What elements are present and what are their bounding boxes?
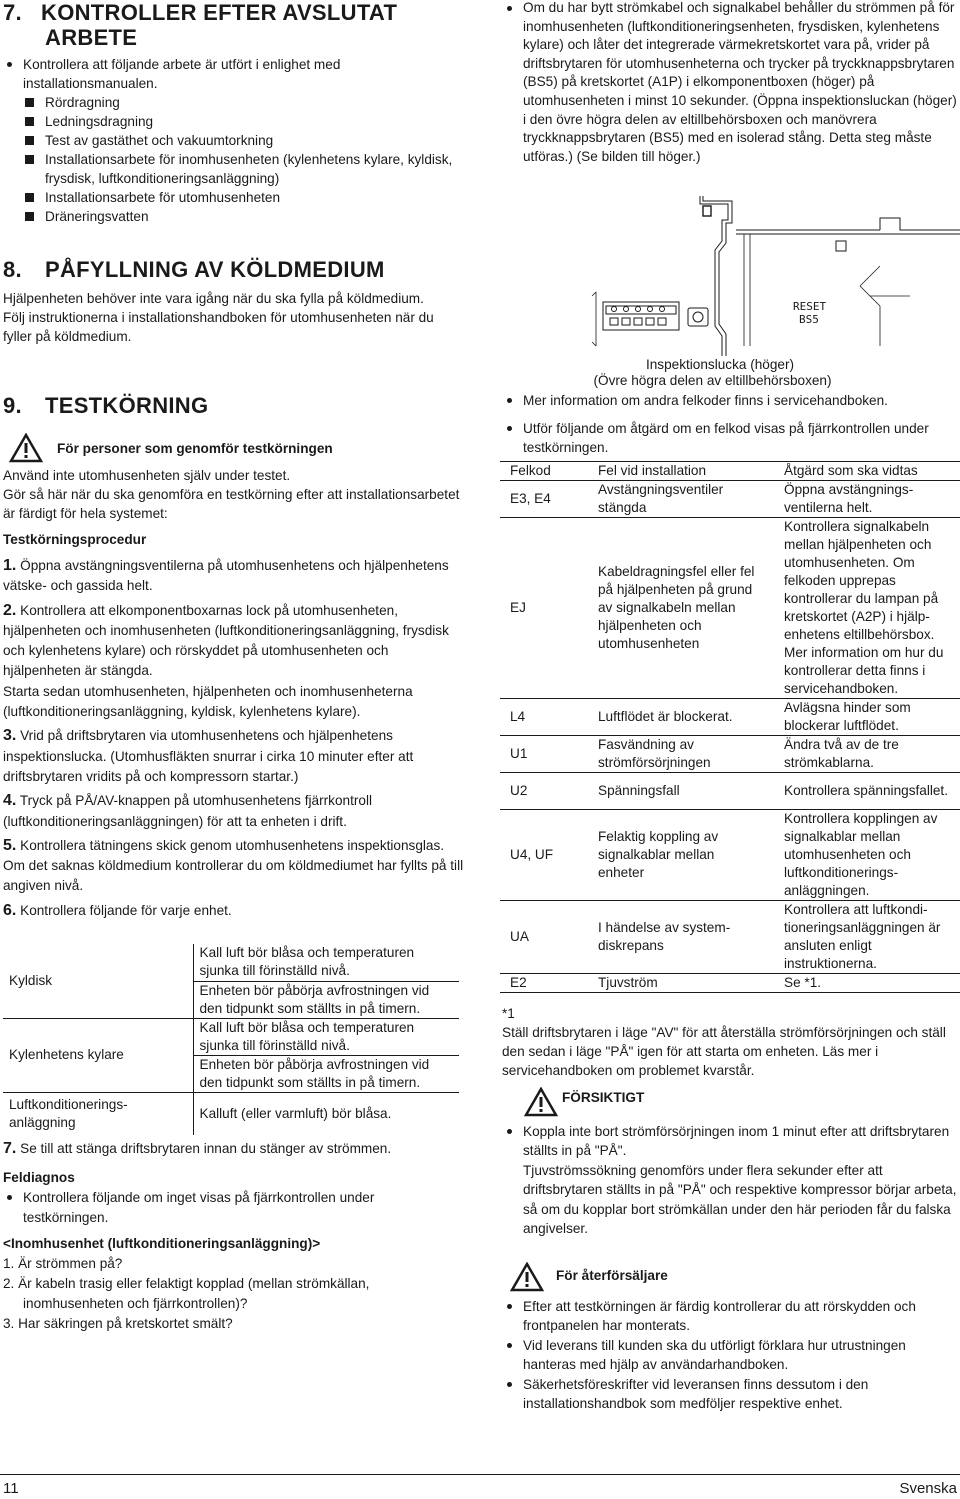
indoor-title: <Inomhusenhet (luftkonditioneringsanläggning)>	[3, 1236, 321, 1251]
warning-icon	[510, 1262, 544, 1292]
section-8-title: PÅFYLLNING AV KÖLDMEDIUM	[45, 257, 385, 282]
check-row: Enheten bör påbörja avfrostningen vid den tidpunkt som ställts in på timern.	[193, 981, 459, 1018]
check-row: Kall luft bör blåsa och temperaturen sjunka till förinställd nivå.	[193, 1018, 459, 1055]
check-row: Kalluft (eller varmluft) bör blåsa.	[199, 1105, 392, 1121]
error-row	[500, 773, 960, 810]
checklist-item: Ledningsdragning	[3, 112, 413, 131]
indoor-item: 2. Är kabeln trasig eller felaktigt kopplad (mellan strömkällan, inomhusenheten och fjärrkontrollen)?	[3, 1276, 370, 1311]
procedure-step: 7. Se till att stänga driftsbrytaren innan du stänger av strömmen.	[3, 1140, 392, 1157]
section-7-number: 7.	[3, 0, 22, 25]
error-row	[500, 518, 960, 699]
procedure-step: 3. Vrid på driftsbrytaren via utomhusenhetens och hjälpenhetens inspektionslucka. (Utomhusfläkten snurrar i cirka 10 minuter efter att driftsbrytaren vridits på och kompressorn startar.)	[3, 727, 414, 784]
error-fault: Tjuvström	[588, 974, 774, 993]
checklist-item: Installationsarbete för inomhusenheten (kylenhetens kylare, kyldisk, frysdisk, luftkonditioneringsanläggning)	[3, 150, 473, 188]
checklist-item: Dräneringsvatten	[3, 207, 413, 226]
warning-icon	[9, 433, 43, 463]
error-code: UA	[500, 901, 588, 974]
section-7-checklist	[3, 93, 453, 226]
procedure-step: 5. Kontrollera tätningens skick genom utomhusenhetens inspektionsglas. Om det saknas köldmedium kontrollerar du om köldmediumet har fyllts på till angiven nivå.	[3, 836, 464, 894]
error-fault: Avstängningsventiler stängda	[588, 481, 774, 518]
error-code-table	[500, 461, 960, 993]
section-8-heading	[3, 257, 385, 283]
error-action: Avlägsna hinder som blockerar luftflödet.	[774, 699, 960, 736]
checklist-item: Installationsarbete för utomhusenheten	[3, 188, 413, 207]
error-header: Åtgärd som ska vidtas	[774, 462, 960, 481]
caution-bullet: Koppla inte bort strömförsörjningen inom 1 minut efter att driftsbrytaren ställts in på "PÅ".	[503, 1122, 959, 1161]
error-code: L4	[500, 699, 588, 736]
section-8-paragraph: Hjälpenheten behöver inte vara igång när du ska fylla på köldmedium.	[3, 291, 424, 306]
bs5-instruction: Om du har bytt strömkabel och signalkabel behåller du strömmen på för inomhusenheten (luftkonditioneringsenheten, frysdisken, kylenhetens kylare) och låter det integrerade värmekretskortet vara på, vrider på driftsbrytaren för utomhusenheterna och trycker på tryckknappsbrytaren (BS5) på kretskortet (A1P) i elkomponentboxen (höger) på utomhusenheten i minst 10 sekunder. (Öppna inspektionsluckan (höger) i den övre högra delen av eltillbehörsboxen och manövrera tryckknappsbrytaren (BS5) med en isolerad stång. Detta steg måste utföras.) (Se bilden till höger.)	[503, 0, 959, 166]
dealer-item: Vid leverans till kunden ska du utförligt förklara hur utrustningen hanteras med hjälp av användarhandboken.	[503, 1336, 959, 1375]
error-row	[500, 699, 960, 736]
error-row	[500, 736, 960, 773]
error-action: Kontrollera signalkabeln mellan hjälpenheten och utomhusenheten. Om felkoden upprepas kontrollerar du lampan på kretskortet (A2P) i hjälpenhetens eltillbehörsbox. Mer information om hur du kontrollerar detta finns i servicehandboken.	[774, 518, 960, 699]
note-mark: *1	[502, 1006, 515, 1021]
error-action: Kontrollera kopplingen av signalkablar mellan utomhusenheten och luftkonditioneringsanläggningen.	[774, 810, 960, 901]
error-fault: Spänningsfall	[588, 773, 774, 810]
section-7-title-line2: ARBETE	[45, 25, 138, 50]
page-number: 11	[3, 1480, 19, 1497]
error-row	[500, 901, 960, 974]
dealer-box	[510, 1262, 668, 1292]
error-row	[500, 481, 960, 518]
bs5-label: BS5	[799, 313, 819, 326]
procedure-step: 2. Kontrollera att elkomponentboxarnas lock på utomhusenheten, hjälpenheten och inomhusenheten (luftkonditioneringsanläggning, frysdisk och kylenhetens kylare) och rörskyddet på utomhusenheten och hjälpenheten är stängda.	[3, 601, 449, 679]
procedure-step: 1. Öppna avstängningsventilerna på utomhusenhetens och hjälpenhetens vätske- och gassida helt.	[3, 557, 449, 594]
check-unit: Luftkonditionerings-anläggning	[3, 1092, 193, 1135]
more-info-bullet: Mer information om andra felkoder finns i servicehandboken.	[503, 391, 959, 410]
figure-caption: Inspektionslucka (höger)	[645, 357, 795, 372]
check-row: Enheten bör påbörja avfrostningen vid den tidpunkt som ställts in på timern.	[193, 1055, 459, 1092]
error-code: U1	[500, 736, 588, 773]
section-9-paragraph: Använd inte utomhusenheten själv under testet.	[3, 468, 291, 483]
error-action: Kontrollera att luftkonditioneringsanläggningen är ansluten enligt instruktionerna.	[774, 901, 960, 974]
section-9-paragraph: Gör så här när du ska genomföra en testkörning efter att installationsarbetet är färdigt för hela systemet:	[3, 487, 460, 521]
indoor-item: 3. Har säkringen på kretskortet smält?	[3, 1316, 233, 1331]
check-table	[3, 944, 459, 1135]
section-8-number: 8.	[3, 257, 22, 282]
error-action: Se *1.	[774, 974, 960, 993]
check-unit: Kyldisk	[3, 944, 193, 1018]
section-7-intro: Kontrollera att följande arbete är utfört i enlighet med installationsmanualen.	[3, 55, 413, 93]
error-row	[500, 974, 960, 993]
error-fault: Kabeldragningsfel eller fel på hjälpenheten på grund av signalkabeln mellan hjälpenheten och utomhusenheten	[588, 518, 774, 699]
section-7-heading	[3, 0, 473, 50]
section-9-number: 9.	[3, 393, 22, 418]
caution-title: FÖRSIKTIGT	[562, 1089, 645, 1105]
error-code: U2	[500, 773, 588, 810]
error-code: E2	[500, 974, 588, 993]
reset-label: RESET	[793, 300, 827, 313]
error-code: E3, E4	[500, 481, 588, 518]
error-action: Ändra två av de tre strömkablarna.	[774, 736, 960, 773]
error-fault: Luftflödet är blockerat.	[588, 699, 774, 736]
procedure-step-cont: Starta sedan utomhusenheten, hjälpenheten och inomhusenheterna (luftkonditioneringsanläggning, kyldisk, kylenhetens kylare).	[3, 683, 413, 720]
diagnosis-bullet: Kontrollera följande om inget visas på fjärrkontrollen under testkörningen.	[3, 1188, 443, 1228]
warning-title: För personer som genomför testkörningen	[57, 440, 333, 456]
procedure-step: 6. Kontrollera följande för varje enhet.	[3, 901, 232, 919]
error-fault: I händelse av systemdiskrepans	[588, 901, 774, 974]
checklist-item: Test av gastäthet och vakuumtorkning	[3, 131, 413, 150]
dealer-item: Efter att testkörningen är färdig kontrollerar du att rörskydden och frontpanelen har monterats.	[503, 1297, 959, 1336]
caution-paragraph: Tjuvströmssökning genomförs under flera sekunder efter att driftsbrytaren ställts in på "PÅ" och respektive kompressor börjar arbeta, så om du kopplar bort strömkällan under den här perioden får du falska angivelser.	[523, 1162, 957, 1237]
error-fault: Fasvändning av strömförsörjningen	[588, 736, 774, 773]
dealer-item: Säkerhetsföreskrifter vid leveransen finns dessutom i den installationshandbok som medföljer respektive enhet.	[503, 1375, 959, 1414]
caution-box	[524, 1087, 644, 1117]
procedure-steps	[3, 556, 465, 921]
section-8-paragraph: Följ instruktionerna i installationshandboken för utomhusenheten när du fyller på köldmedium.	[3, 310, 434, 344]
check-unit: Kylenhetens kylare	[3, 1018, 193, 1092]
figure-caption: (Övre högra delen av eltillbehörsboxen)	[593, 373, 832, 388]
warning-testrun	[9, 433, 333, 463]
error-action: Kontrollera spänningsfallet.	[774, 773, 960, 810]
error-code: U4, UF	[500, 810, 588, 901]
inspection-hatch-figure	[500, 196, 960, 356]
dealer-title: För återförsäljare	[556, 1267, 668, 1283]
indoor-item: 1. Är strömmen på?	[3, 1256, 123, 1271]
error-row	[500, 810, 960, 901]
diagnosis-title: Feldiagnos	[3, 1170, 75, 1185]
check-row: Kall luft bör blåsa och temperaturen sjunka till förinställd nivå.	[193, 944, 459, 981]
error-header: Fel vid installation	[588, 462, 774, 481]
section-7-title-line1: KONTROLLER EFTER AVSLUTAT	[41, 0, 398, 25]
note-text: Ställ driftsbrytaren i läge "AV" för att återställa strömförsörjningen och ställ den sedan i läge "PÅ" igen för att starta om enheten. Läs mer i servicehandboken om problemet kvarstår.	[502, 1025, 946, 1078]
footer-language: Svenska	[899, 1480, 957, 1497]
footer-rule	[0, 1474, 960, 1475]
section-9-title: TESTKÖRNING	[45, 393, 209, 418]
checklist-item: Rördragning	[3, 93, 413, 112]
section-9-heading	[3, 393, 208, 419]
warning-icon	[524, 1087, 558, 1117]
procedure-step: 4. Tryck på PÅ/AV-knappen på utomhusenhetens fjärrkontroll (luftkonditioneringsanläggningen) för att ta enheten i drift.	[3, 792, 372, 829]
error-header: Felkod	[500, 462, 588, 481]
procedure-title: Testkörningsprocedur	[3, 532, 147, 547]
error-action: Öppna avstängningsventilerna helt.	[774, 481, 960, 518]
error-fault: Felaktig koppling av signalkablar mellan enheter	[588, 810, 774, 901]
error-code: EJ	[500, 518, 588, 699]
error-code-bullet: Utför följande om åtgärd om en felkod visas på fjärrkontrollen under testkörningen.	[503, 419, 959, 457]
